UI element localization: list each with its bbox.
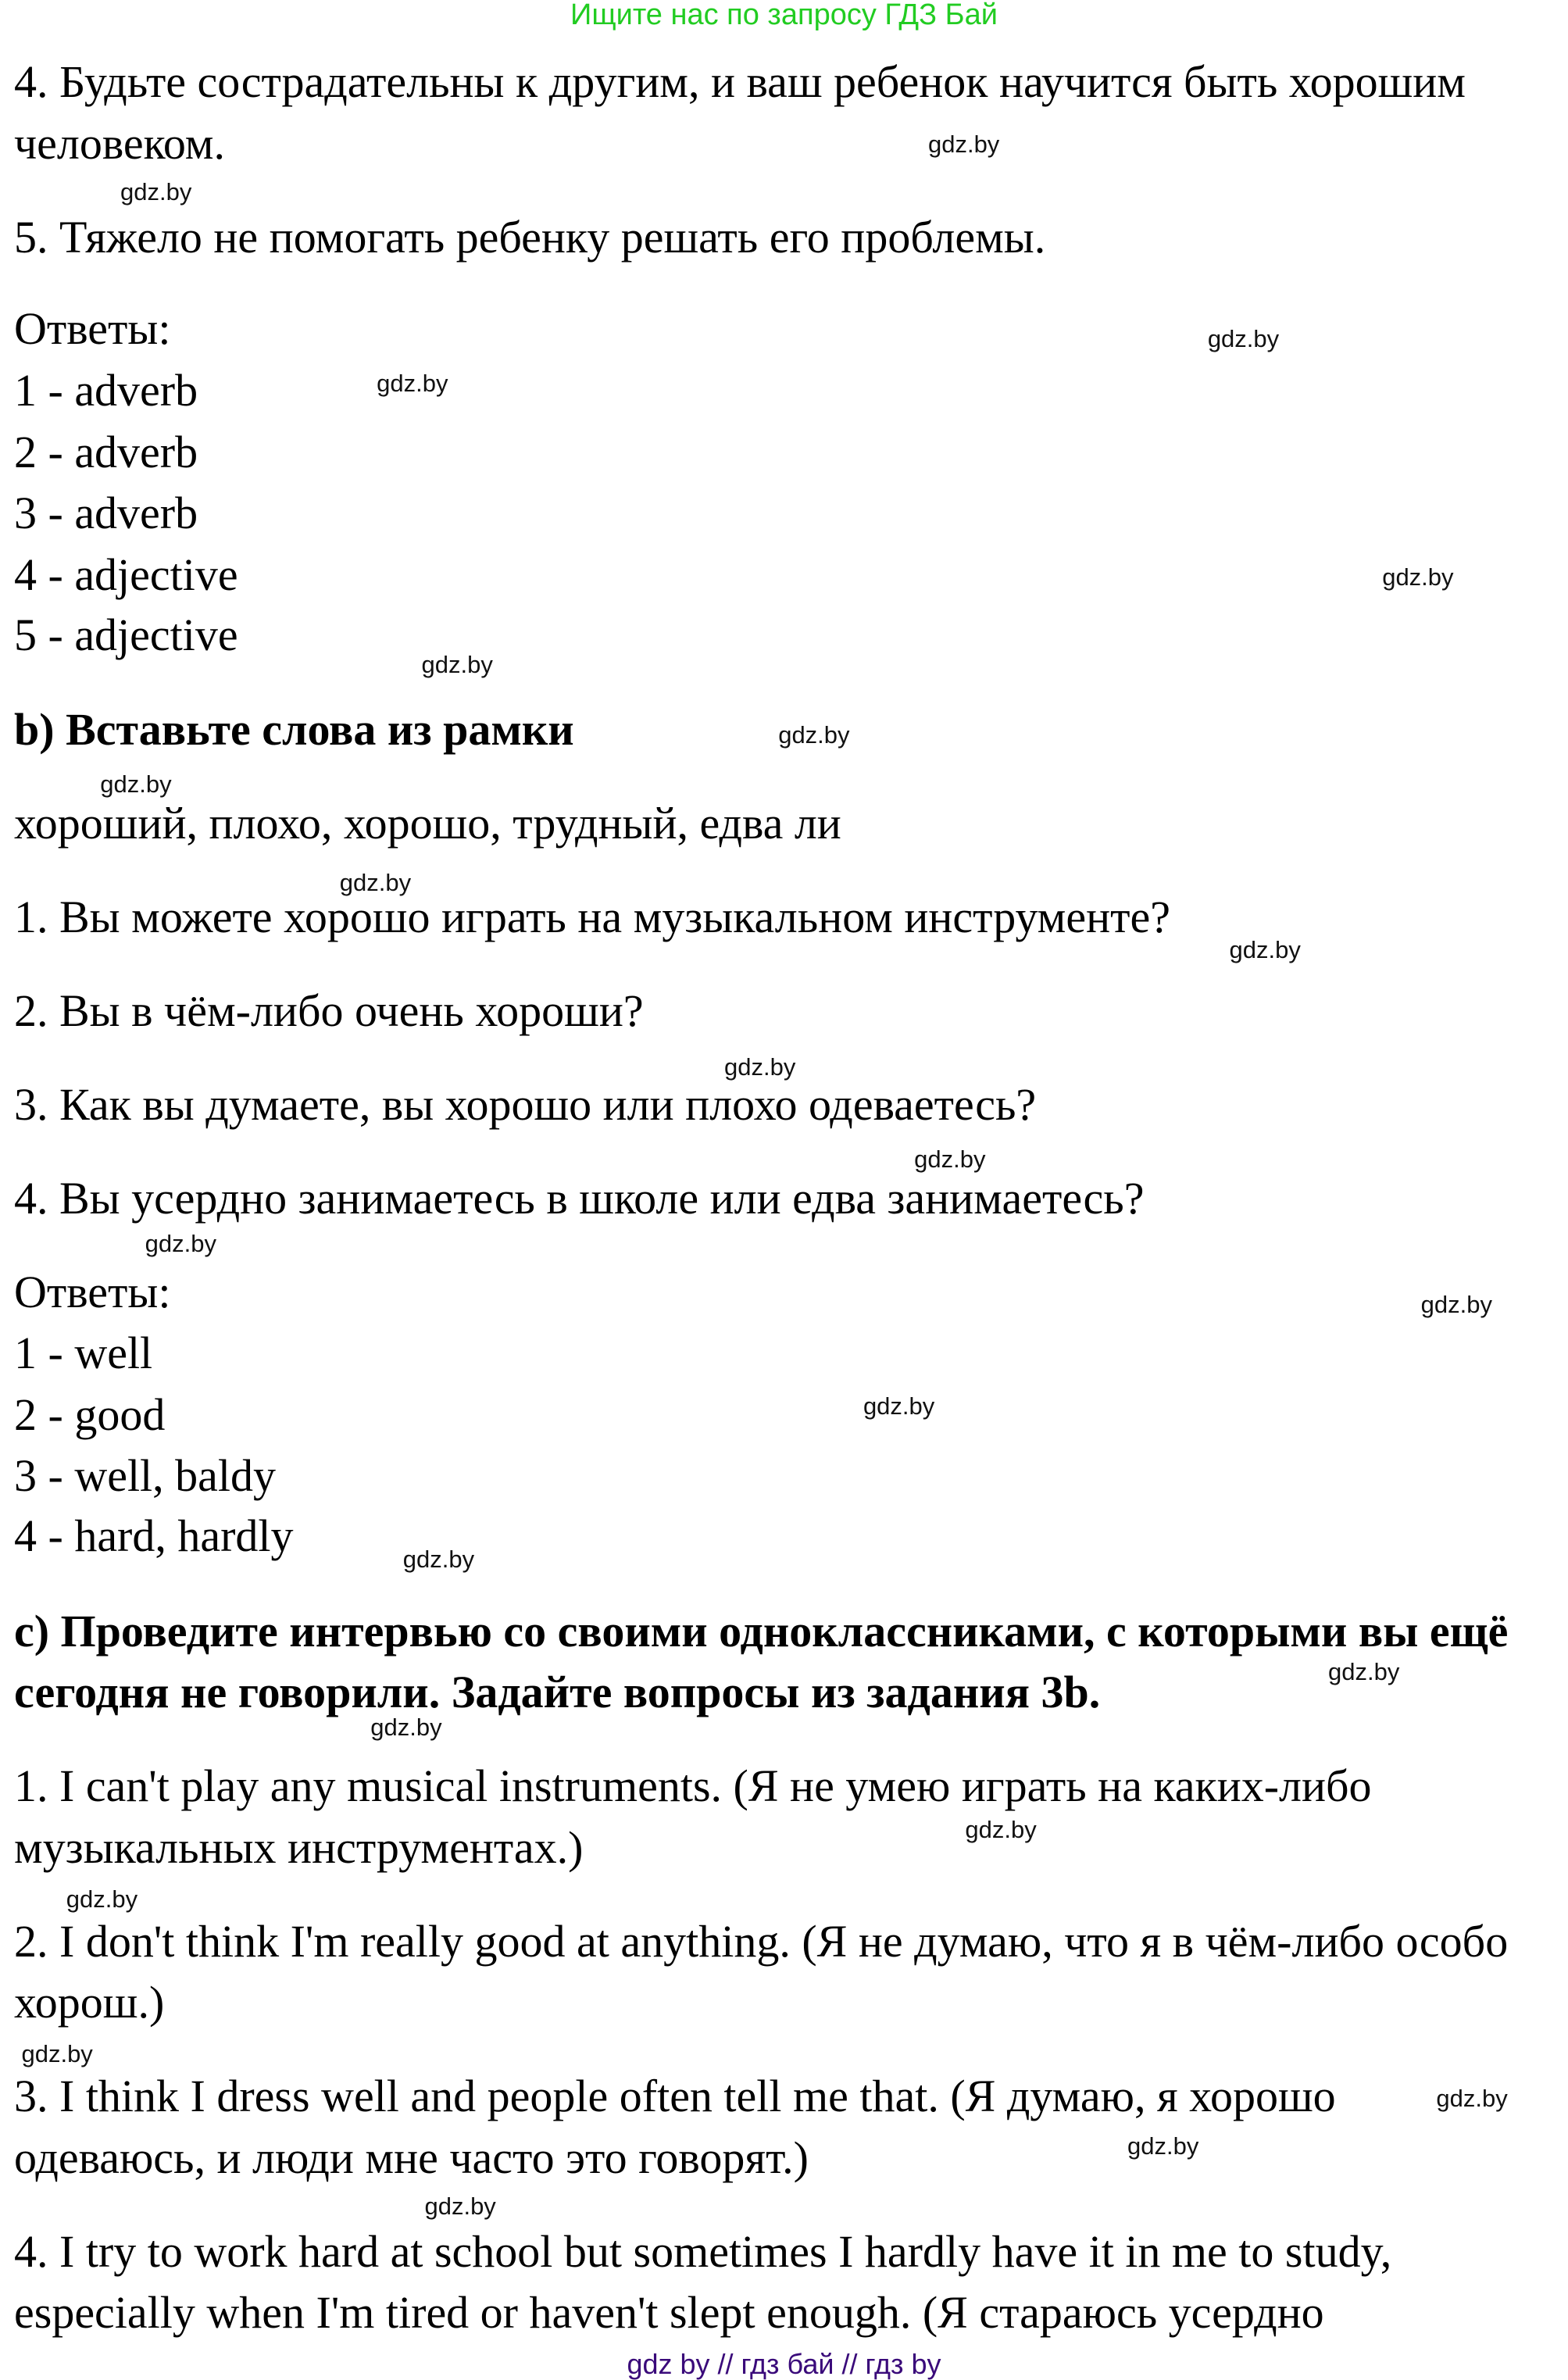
text-line: 4 - adjective: [14, 549, 238, 600]
text-line: 1 - adverb: [14, 365, 198, 416]
watermark-text: gdz.by: [370, 1713, 442, 1741]
text-line: одеваюсь, и люди мне часто это говорят.): [14, 2132, 809, 2183]
watermark-text: gdz.by: [21, 2040, 93, 2068]
text-line: 4. Вы усердно занимаетесь в школе или едва занимаетесь?: [14, 1172, 1145, 1224]
text-line: Ответы:: [14, 303, 171, 355]
text-line: музыкальных инструментах.): [14, 1821, 584, 1873]
text-line: хороший, плохо, хорошо, трудный, едва ли: [14, 798, 841, 849]
text-line: 1. Вы можете хорошо играть на музыкальном инструменте?: [14, 892, 1170, 943]
text-line: 4. I try to work hard at school but sometimes I hardly have it in me to study,: [14, 2225, 1392, 2277]
text-line: especially when I'm tired or haven't slept enough. (Я стараюсь усердно: [14, 2287, 1324, 2339]
text-line: 3. Как вы думаете, вы хорошо или плохо одеваетесь?: [14, 1078, 1037, 1130]
section-heading: c) Проведите интервью со своими одноклассниками, с которыми вы ещё: [14, 1605, 1509, 1656]
watermark-text: gdz.by: [120, 177, 192, 205]
text-line: человеком.: [14, 117, 225, 169]
watermark-text: gdz.by: [965, 1816, 1037, 1844]
text-line: 3. I think I dress well and people often tell me that. (Я думаю, я хорошо: [14, 2071, 1336, 2122]
text-line: хорош.): [14, 1977, 165, 2028]
watermark-text: gdz.by: [421, 650, 493, 678]
watermark-text: gdz.by: [402, 1546, 475, 1574]
text-line: 1 - well: [14, 1328, 153, 1379]
text-line: 4 - hard, hardly: [14, 1510, 294, 1561]
text-line: 2. I don't think I'm really good at anything. (Я не думаю, что я в чём-либо особо: [14, 1915, 1509, 1967]
watermark-text: gdz.by: [1328, 1657, 1400, 1685]
footer-banner: gdz by // гдз бай // гдз by: [627, 2348, 941, 2380]
text-line: 1. I can't play any musical instruments. (Я не умею играть на каких-либо: [14, 1760, 1372, 1812]
watermark-text: gdz.by: [424, 2192, 496, 2220]
section-heading: b) Вставьте слова из рамки: [14, 704, 574, 756]
text-line: 2 - good: [14, 1388, 166, 1440]
watermark-text: gdz.by: [1420, 1291, 1492, 1319]
watermark-text: gdz.by: [145, 1229, 216, 1257]
watermark-text: gdz.by: [66, 1885, 138, 1913]
search-banner: Ищите нас по запросу ГДЗ Бай: [570, 0, 998, 31]
watermark-text: gdz.by: [724, 1052, 796, 1081]
text-line: 3 - adverb: [14, 488, 198, 539]
text-line: 3 - well, baldy: [14, 1450, 277, 1502]
text-line: Ответы:: [14, 1266, 171, 1317]
watermark-text: gdz.by: [1382, 563, 1454, 591]
text-line: 5. Тяжело не помогать ребенку решать его проблемы.: [14, 211, 1046, 263]
watermark-text: gdz.by: [1436, 2085, 1508, 2113]
section-heading: сегодня не говорили. Задайте вопросы из задания 3b.: [14, 1667, 1101, 1718]
watermark-text: gdz.by: [927, 130, 1000, 158]
text-line: 4. Будьте сострадательны к другим, и ваш ребенок научится быть хорошим: [14, 56, 1466, 108]
watermark-text: gdz.by: [1127, 2132, 1199, 2160]
watermark-text: gdz.by: [377, 370, 448, 398]
watermark-text: gdz.by: [1229, 936, 1301, 964]
watermark-text: gdz.by: [778, 721, 850, 749]
watermark-text: gdz.by: [339, 868, 412, 896]
text-line: 2. Вы в чём-либо очень хороши?: [14, 985, 644, 1036]
watermark-text: gdz.by: [100, 770, 172, 799]
watermark-text: gdz.by: [914, 1145, 986, 1173]
watermark-text: gdz.by: [1207, 325, 1280, 353]
text-line: 2 - adverb: [14, 426, 198, 477]
text-line: 5 - adjective: [14, 609, 238, 660]
watermark-text: gdz.by: [863, 1392, 935, 1420]
